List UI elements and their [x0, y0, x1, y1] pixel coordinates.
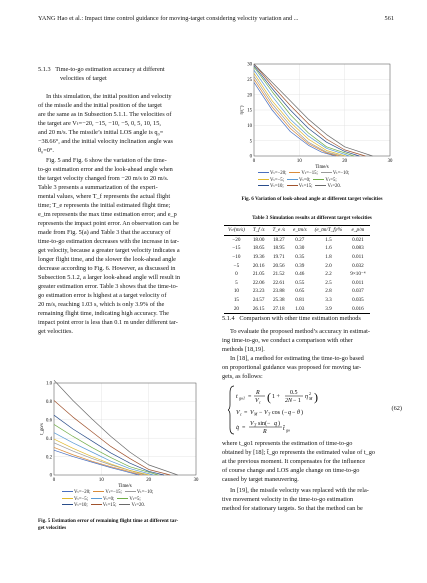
paragraph-simulation-setup: [38, 92, 208, 155]
svg-text:t: t: [236, 394, 238, 400]
section-title-cont: velocities of target: [60, 74, 107, 82]
y-tick-label: 0.8: [46, 400, 52, 406]
table-cell: 23.88: [272, 288, 285, 295]
x-axis-label: Time/s: [315, 165, 329, 170]
table-cell: 0.81: [295, 297, 305, 304]
legend-swatch: [62, 491, 73, 492]
text-line: the target are Vₜ=−20, −15, −10, −5, 0, 5, 10, 15,: [38, 120, 161, 127]
text-line: ing time-to-go, we conduct a comparison with other: [222, 337, 353, 344]
legend-label: Vₜ=15;: [298, 184, 313, 189]
svg-text:c: c: [240, 411, 242, 417]
legend-label: Vₜ=−20;: [74, 490, 91, 495]
text-line: made from Fig. 5(a) and Table 3 that the accuracy of: [38, 229, 171, 236]
section-title: Comparison with other time estimation methods: [239, 315, 361, 322]
table-cell: 3.9: [311, 304, 347, 313]
legend-label: Vₜ=−5;: [270, 177, 285, 183]
legend-label: Vₜ=10;: [270, 184, 284, 189]
table-cell: 3.3: [325, 297, 332, 304]
text-line: Fig. 5 and Fig. 6 show the variation of the time-: [46, 157, 167, 164]
table-cell: 1.5: [325, 236, 332, 243]
section-heading-5-1-4: [222, 315, 402, 324]
y-tick-label: 25: [247, 78, 252, 84]
fig5-caption: [38, 518, 210, 532]
legend-label: Vₜ=20.: [131, 503, 146, 508]
svg-text:V: V: [264, 410, 268, 416]
legend-label: Vₜ=5;: [129, 496, 141, 502]
equation-number: (62): [391, 405, 402, 412]
table-cell: 0.083: [352, 245, 364, 252]
fig6-legend: [258, 171, 398, 191]
legend-swatch: [315, 185, 326, 186]
text-line: represents the impact point error. An observation can be: [38, 220, 179, 227]
svg-text:V: V: [236, 410, 240, 416]
y-tick-label: 10: [247, 124, 252, 130]
legend-label: Vₜ=−10;: [332, 171, 350, 176]
table-cell: 18.95: [272, 245, 285, 252]
svg-text:M: M: [254, 411, 258, 417]
legend-label: Vₜ=5;: [325, 177, 337, 183]
text-line: To evaluate the proposed method’s accuracy in estimat-: [230, 328, 370, 335]
x-tick-label: 30: [387, 159, 393, 164]
series-line: [54, 443, 146, 475]
text-line: caused by target maneuvering.: [222, 476, 299, 483]
fig5-legend: [62, 490, 212, 510]
table-cell: 2.2: [325, 271, 332, 278]
fig6-caption: Fig. 6 Variation of look-ahead angle at different target velocities: [241, 196, 383, 202]
table-cell: 20.56: [272, 262, 285, 269]
table-cell: 23.23: [252, 288, 265, 295]
svg-text:T: T: [268, 411, 271, 417]
y-tick-label: 0.4: [46, 436, 52, 442]
svg-text:go: go: [286, 427, 290, 433]
legend-swatch: [117, 498, 128, 499]
svg-text:1 +: 1 +: [272, 394, 280, 400]
y-tick-label: 1.0: [46, 381, 52, 387]
text-line: time-to-go estimation decreases with the increase in tar-: [38, 238, 179, 245]
svg-text:− 1: − 1: [293, 398, 301, 404]
table-row: [224, 235, 370, 244]
y-axis-label: η/(°): [240, 105, 245, 115]
table-cell: 22.06: [252, 279, 265, 286]
legend-label: Vₜ=0;: [103, 496, 115, 502]
legend-label: Vₜ=−20;: [270, 171, 287, 176]
table-cell: 19.71: [272, 254, 285, 261]
section-title: Time-to-go estimation accuracy at different: [55, 66, 165, 73]
legend-item: [119, 503, 145, 510]
legend-label: Vₜ=−15;: [105, 490, 122, 495]
text-line: tive movement velocity in the time-to-go estimation: [222, 496, 354, 503]
svg-text:t̂: t̂: [283, 426, 285, 432]
legend-swatch: [258, 172, 269, 173]
table-cell: 18.65: [252, 245, 265, 252]
legend-swatch: [93, 491, 104, 492]
text-line: θ₀=0°.: [38, 147, 55, 154]
text-line: where t_go1 represents the estimation of time-to-go: [222, 440, 353, 447]
text-line: −38.66°, and the initial velocity inclination angle was: [38, 138, 173, 145]
text-line: Table 3 presents a summarization of the experi-: [38, 184, 158, 191]
table-cell: 2.5: [325, 279, 332, 286]
svg-text:q: q: [274, 421, 277, 427]
svg-text:): ): [314, 390, 318, 404]
table-cell: 20: [224, 304, 249, 313]
svg-text:=: =: [248, 394, 252, 400]
legend-swatch: [62, 498, 73, 499]
svg-text:0.5: 0.5: [290, 390, 298, 396]
table-row: [224, 253, 370, 262]
fig5-caption-line1: Fig. 5 Estimation error of remaining flight time at different tar-: [38, 518, 179, 524]
legend-swatch: [125, 491, 136, 492]
paragraph-comparison-intro: [222, 327, 400, 354]
equation-62-graphic: [228, 383, 404, 437]
text-line: method for stationary targets. So that the method can be: [222, 505, 363, 512]
x-tick-label: 0: [52, 478, 56, 483]
legend-swatch: [287, 185, 298, 186]
column-header: (e_tm/T_f)/%: [311, 226, 347, 236]
column-header: Vₜ/(m/s): [224, 226, 249, 236]
table-row: [224, 261, 370, 270]
svg-text:q: q: [288, 410, 291, 416]
table-header-row: [224, 226, 370, 236]
x-tick-label: 30: [193, 478, 199, 483]
table-cell: 24.57: [252, 297, 265, 304]
legend-item: [287, 184, 313, 191]
svg-text:(−: (−: [282, 410, 288, 416]
table-cell: 26.15: [249, 304, 269, 313]
x-tick-label: 0: [252, 159, 256, 164]
simulation-results-table: [224, 225, 370, 314]
text-line: Subsection 5.1.2, a larger look-ahead angle will result in: [38, 274, 181, 281]
text-line: are the same as in Subsection 5.1.1. The velocities of: [38, 111, 172, 118]
legend-swatch: [313, 179, 324, 180]
table-cell: 0.65: [295, 288, 305, 295]
legend-label: Vₜ=−5;: [74, 496, 89, 502]
svg-text:sin(−: sin(−: [258, 421, 271, 427]
table-cell: −20: [232, 236, 241, 243]
table-cell: 0: [235, 271, 238, 278]
series-line: [254, 70, 349, 156]
series-line: [254, 76, 342, 156]
running-header: [38, 15, 394, 22]
equation-62: [228, 383, 404, 437]
svg-text:2: 2: [309, 391, 311, 396]
table-cell: −15: [232, 245, 241, 252]
table-cell: 0.011: [352, 279, 364, 286]
y-tick-label: 0: [49, 473, 52, 479]
x-tick-label: 10: [98, 478, 104, 483]
svg-text:=: =: [242, 425, 246, 431]
column-header: e_p/m: [346, 226, 369, 236]
section-heading-5-1-3: [38, 66, 208, 83]
column-header: T_f /s: [249, 226, 269, 236]
table3-caption: Table 3 Simulation results at different target velocities: [252, 215, 372, 221]
table-cell: 0.35: [295, 254, 305, 261]
text-line: remaining flight time, indicating high accuracy. The: [38, 310, 169, 317]
legend-item: [315, 184, 341, 191]
text-line: methods [18,19].: [222, 346, 265, 353]
legend-item: [91, 503, 117, 510]
text-line: In [19], the missile velocity was replaced with the rela-: [230, 487, 369, 494]
table-row: [224, 304, 370, 313]
legend-label: Vₜ=−10;: [136, 490, 154, 495]
legend-swatch: [62, 504, 73, 505]
table-cell: 5: [235, 279, 238, 286]
legend-label: Vₜ=−15;: [301, 171, 318, 176]
text-line: of the missile and the initial position of the target: [38, 102, 162, 109]
y-tick-label: 0.6: [46, 418, 52, 424]
table-cell: 0.27: [295, 236, 305, 243]
table-cell: 21.05: [252, 271, 265, 278]
column-header: e_tm/s: [289, 226, 311, 236]
table-row: [224, 244, 370, 253]
table-cell: 21.52: [272, 271, 285, 278]
svg-text:R: R: [256, 390, 260, 396]
text-line: longer flight time, and the slower the look-ahead angle: [38, 256, 176, 263]
paragraph-results: [38, 156, 208, 336]
y-axis-label: t_go/s: [40, 423, 45, 435]
table-cell: 0.46: [295, 271, 305, 278]
text-line: greater estimation error. Table 3 shows that the time-to-: [38, 283, 178, 290]
table-cell: 1.6: [325, 245, 332, 252]
y-tick-label: 5: [249, 139, 252, 145]
svg-text:(: (: [267, 390, 271, 404]
text-line: In this simulation, the initial position and velocity: [46, 93, 172, 100]
figure-5: [40, 377, 206, 492]
section-number: 5.1.4: [222, 315, 235, 322]
table-cell: 0.30: [295, 245, 305, 252]
paragraph-where: [222, 439, 400, 484]
text-line: at the previous moment. It compensates for the influence: [222, 458, 366, 465]
table-cell: 2.8: [325, 288, 332, 295]
page-number: 561: [384, 15, 394, 22]
svg-text:T: T: [254, 422, 257, 428]
table-cell: 0.011: [352, 254, 364, 261]
table3: [224, 225, 370, 314]
text-line: get velocity, because a greater target velocity indicates a: [38, 247, 180, 254]
y-tick-label: 0: [249, 154, 252, 160]
x-axis-label: Time/s: [118, 484, 132, 489]
svg-text:c: c: [259, 399, 261, 405]
series-line: [254, 79, 339, 156]
y-tick-label: 20: [247, 93, 252, 99]
column-header: T_e /s: [269, 226, 290, 236]
text-line: on proportional guidance was proposed for moving tar-: [222, 364, 362, 371]
legend-label: Vₜ=0;: [299, 177, 311, 183]
text-line: and 20 m/s. The missile’s initial LOS angle is q₀=: [38, 129, 164, 136]
svg-text:V: V: [250, 410, 254, 416]
legend-label: Vₜ=15;: [102, 503, 117, 508]
x-tick-label: 20: [342, 159, 348, 164]
table-cell: 1.8: [325, 254, 332, 261]
text-line: the target velocity changed from −20 m/s to 20 m/s.: [38, 175, 169, 182]
legend-swatch: [321, 172, 332, 173]
svg-text:go1: go1: [239, 395, 245, 401]
figure-6: [240, 58, 400, 173]
text-line: In [18], a method for estimating the time-to-go based: [230, 355, 364, 362]
text-line: get velocities.: [38, 328, 73, 335]
svg-text:M: M: [309, 396, 313, 401]
table-cell: 20.16: [252, 262, 265, 269]
table-cell: 0.037: [352, 288, 364, 295]
table-cell: 2.0: [325, 262, 332, 269]
table-row: [224, 270, 370, 279]
running-title: YANG Hao et al.: Impact time control guidance for moving-target considering velocity variation and ...: [38, 15, 299, 22]
table-cell: 0.39: [295, 262, 305, 269]
svg-text:2N: 2N: [285, 398, 293, 404]
table-cell: 22.61: [272, 279, 285, 286]
table-row: [224, 296, 370, 305]
table-cell: 0.55: [295, 279, 305, 286]
table-cell: 0.035: [352, 297, 364, 304]
text-line: 20 m/s, reaching 1.03 s, which is only 3.9% of the: [38, 301, 165, 308]
y-tick-label: 0.2: [46, 455, 52, 461]
fig6-chart: [240, 58, 400, 173]
legend-item: [258, 184, 284, 191]
table-row: [224, 287, 370, 296]
text-line: gets, as follows:: [222, 373, 263, 380]
svg-text:η: η: [305, 394, 308, 400]
table-cell: 19.36: [252, 254, 265, 261]
series-line: [54, 380, 178, 475]
text-line: time; T_e represents the initial estimated flight time;: [38, 202, 171, 209]
table-cell: 10: [233, 288, 239, 295]
table-cell: 25.38: [272, 297, 285, 304]
legend-swatch: [289, 172, 300, 173]
svg-text:V: V: [255, 398, 259, 404]
legend-swatch: [287, 179, 298, 180]
text-line: to-go estimation error and the look-ahead angle when: [38, 166, 173, 173]
table-cell: −5: [233, 262, 240, 269]
table-cell: 15: [233, 297, 239, 304]
svg-text:q̇: q̇: [236, 425, 239, 431]
paragraph-method-18: [222, 354, 400, 381]
table-cell: −10: [232, 254, 241, 261]
table-cell: 0.021: [352, 236, 364, 243]
legend-swatch: [258, 179, 269, 180]
y-tick-label: 15: [247, 108, 252, 114]
svg-text:V: V: [250, 421, 254, 427]
section-number: 5.1.3: [38, 66, 51, 73]
table-row: [224, 279, 370, 288]
x-tick-label: 20: [146, 478, 152, 483]
svg-text:=: =: [244, 410, 248, 416]
svg-text:): ): [301, 410, 303, 416]
table-cell: 0.016: [346, 304, 369, 313]
svg-text:cos: cos: [272, 410, 280, 416]
svg-text:−: −: [292, 410, 296, 416]
fig5-caption-line2: get velocities: [38, 525, 67, 531]
plot-frame: [54, 383, 196, 475]
svg-text:−: −: [259, 410, 263, 416]
legend-swatch: [258, 185, 269, 186]
text-line: impact point error is less than 0.1 m under different tar-: [38, 319, 178, 326]
table-cell: 1.03: [289, 304, 311, 313]
table-cell: 27.18: [269, 304, 290, 313]
svg-text:R: R: [263, 429, 267, 435]
legend-label: Vₜ=20.: [327, 184, 342, 189]
x-tick-label: 10: [296, 159, 302, 164]
table-cell: 18.00: [252, 236, 265, 243]
table-cell: 9×10⁻⁴: [350, 271, 366, 278]
svg-text:θ: θ: [297, 410, 300, 416]
text-line: mental values, where T_f represents the actual flight: [38, 193, 171, 200]
fig5-chart: [40, 377, 206, 492]
legend-swatch: [91, 498, 102, 499]
text-line: decrease according to Fig. 6. However, as discussed in: [38, 265, 176, 272]
y-tick-label: 30: [247, 62, 252, 68]
text-line: e_tm represents the max time estimation error; and e_p: [38, 211, 177, 218]
legend-swatch: [119, 504, 130, 505]
legend-swatch: [91, 504, 102, 505]
text-line: obtained by [18]; t̂_go represents the estimated value of t_go: [222, 449, 376, 456]
text-line: go estimation error is highest at a target velocity of: [38, 292, 167, 299]
legend-label: Vₜ=10;: [74, 503, 88, 508]
paragraph-method-19: [222, 486, 400, 513]
legend-item: [62, 503, 88, 510]
svg-text:): ): [278, 421, 280, 427]
table-cell: 0.032: [352, 262, 364, 269]
text-line: of course change and LOS angle change on time-to-go: [222, 467, 360, 474]
table-cell: 18.27: [272, 236, 285, 243]
